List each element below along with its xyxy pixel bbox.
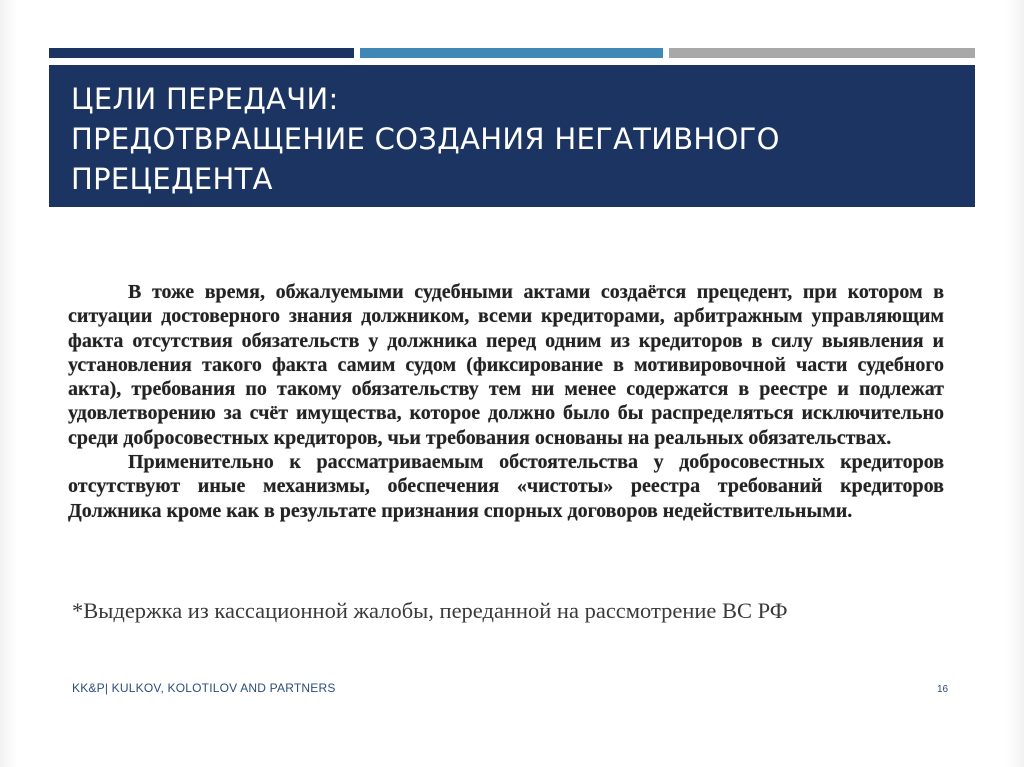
footnote: *Выдержка из кассационной жалобы, переданной на рассмотрение ВС РФ [72, 598, 788, 623]
slide-title [71, 79, 955, 199]
footer-company: KK&P| KULKOV, KOLOTILOV AND PARTNERS [72, 681, 336, 695]
quote-paragraph-1: В тоже время, обжалуемыми судебными актами создаётся прецедент, при котором в ситуации достоверного знания должником, всеми кредиторами, арбитражным управляющим факта отсутствия обязательств у должника перед одним из кредиторов в силу выявления и установления такого факта самим судом (фиксирование в мотивировочной части судебного акта), требования по такому обязательству тем ни менее содержатся в реестре и подлежат удовлетворению за счёт имущества, которое должно было бы распределяться исключительно среди добросовестных кредиторов, чьи требования основаны на реальных обязательствах. [68, 281, 944, 449]
quote-paragraph-2: Применительно к рассматриваемым обстоятельства у добросовестных кредиторов отсутствуют иные механизмы, обеспечения «чистоты» реестра требований кредиторов Должника кроме как в результате признания спорных договоров недействительными. [68, 451, 944, 522]
accent-bar-blue [360, 48, 663, 58]
title-band [49, 65, 975, 207]
accent-bar-dark [49, 48, 354, 58]
quote-excerpt [68, 280, 944, 523]
title-line-3: ПРЕЦЕДЕНТА [71, 162, 273, 196]
title-line-2: ПРЕДОТВРАЩЕНИЕ СОЗДАНИЯ НЕГАТИВНОГО [71, 122, 780, 156]
page-number: 16 [937, 684, 949, 695]
title-line-1: ЦЕЛИ ПЕРЕДАЧИ: [71, 82, 339, 116]
accent-bar-gray [669, 48, 975, 58]
